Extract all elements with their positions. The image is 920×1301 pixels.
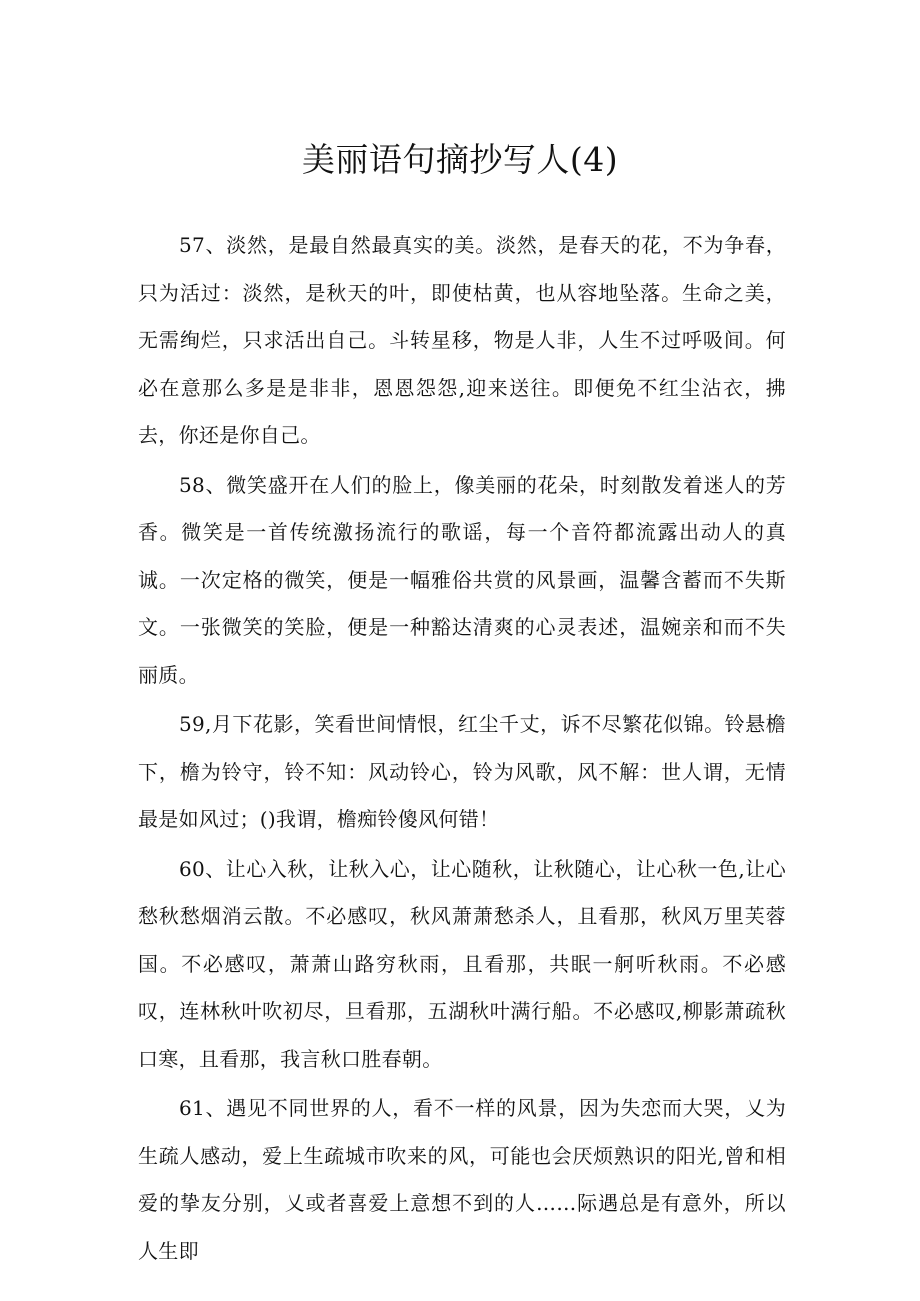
paragraph-59: 59,月下花影，笑看世间情恨，红尘千丈，诉不尽繁花似锦。铃悬檐下，檐为铃守，铃不知：风动铃心，铃为风歌，风不解：世人谓，无情最是如风过；()我谓，檐痴铃傻风何错！ [138, 712, 786, 831]
paragraph-60: 60、让心入秋，让秋入心，让心随秋，让秋随心，让心秋一色,让心愁秋愁烟消云散。不必感叹，秋风萧萧愁杀人，且看那，秋风万里芙蓉国。不必感叹，萧萧山路穷秋雨，且看那，共眠一舸听秋雨。不必感叹，连林秋叶吹初尽，旦看那，五湖秋叶满行船。不必感叹,柳影萧疏秋口寒，且看那，我言秋口胜春朝。 [138, 856, 786, 1071]
paragraph-57: 57、淡然，是最自然最真实的美。淡然，是春天的花，不为争春，只为活过：淡然，是秋天的叶，即使枯黄，也从容地坠落。生命之美，无需绚烂，只求活出自己。斗转星移，物是人非，人生不过呼吸间。何必在意那么多是是非非，恩恩怨怨,迎来送往。即便免不红尘沾衣，拂去，你还是你自己。 [138, 233, 786, 447]
paragraph-58: 58、微笑盛开在人们的脸上，像美丽的花朵，时刻散发着迷人的芳香。微笑是一首传统激扬流行的歌谣，每一个音符都流露出动人的真诚。一次定格的微笑，便是一幅雅俗共赏的风景画，温馨含蓄而不失斯文。一张微笑的笑脸，便是一种豁达清爽的心灵表述，温婉亲和而不失丽质。 [138, 472, 786, 687]
paragraph-61: 61、遇见不同世界的人，看不一样的风景，因为失恋而大哭，乂为生疏人感动，爱上生疏城市吹来的风，可能也会厌烦熟识的阳光,曾和相爱的挚友分别，乂或者喜爱上意想不到的人……际遇总是有意外，所以人生即 [138, 1096, 786, 1263]
document-title: 美丽语句摘抄写人(4) [301, 140, 619, 179]
document-body [138, 222, 786, 1277]
